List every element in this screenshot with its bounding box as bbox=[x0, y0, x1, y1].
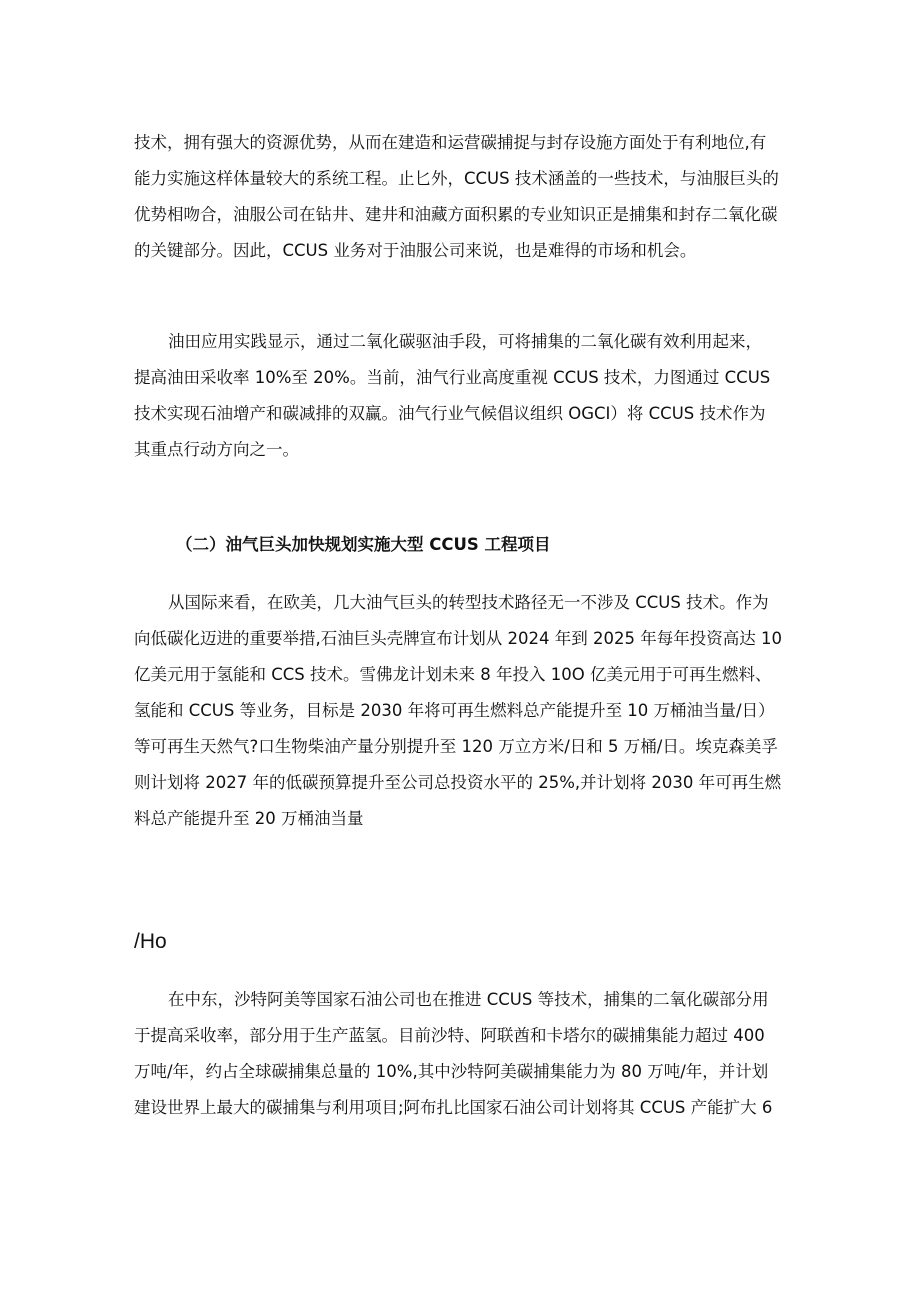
paragraph-resource-advantage bbox=[134, 125, 794, 269]
section-heading: （二）油气巨头加快规划实施大型 CCUS 工程项目 bbox=[176, 535, 551, 554]
text-line: 于提高采收率，部分用于生产蓝氢。目前沙特、阿联酋和卡塔尔的碳捕集能力超过 400 bbox=[134, 1026, 765, 1045]
text-line: 油田应用实践显示，通过二氧化碳驱油手段，可将捕集的二氧化碳有效利用起来， bbox=[168, 332, 762, 351]
text-line: 氢能和 CCUS 等业务，目标是 2030 年将可再生燃料总产能提升至 10 万桶油当量/日） bbox=[134, 701, 775, 720]
paragraph-middle-east bbox=[134, 982, 794, 1126]
text-line: 则计划将 2027 年的低碳预算提升至公司总投资水平的 25%,并计划将 2030 年可再生燃 bbox=[134, 773, 782, 792]
text-line: 优势相吻合，油服公司在钻井、建井和油藏方面积累的专业知识正是捕集和封存二氧化碳 bbox=[134, 205, 778, 224]
text-line: 亿美元用于氢能和 CCS 技术。雪佛龙计划未来 8 年投入 10O 亿美元用于可再生燃料、 bbox=[134, 665, 772, 684]
text-line: 料总产能提升至 20 万桶油当量 bbox=[134, 809, 364, 828]
text-line: 在中东，沙特阿美等国家石油公司也在推进 CCUS 等技术，捕集的二氧化碳部分用 bbox=[168, 990, 769, 1009]
text-line: 能力实施这样体量较大的系统工程。止匕外，CCUS 技术涵盖的一些技术，与油服巨头的 bbox=[134, 169, 779, 188]
text-line: 等可再生天然气?口生物柴油产量分别提升至 120 万立方米/日和 5 万桶/日。埃克森美孚 bbox=[134, 737, 778, 756]
text-line: 从国际来看，在欧美，几大油气巨头的转型技术路径无一不涉及 CCUS 技术。作为 bbox=[168, 593, 769, 612]
paragraph-international-majors bbox=[134, 585, 794, 837]
text-line: 技术实现石油增产和碳减排的双赢。油气行业气候倡议组织 OGCI）将 CCUS 技术作为 bbox=[134, 404, 766, 423]
text-line: 万吨/年，约占全球碳捕集总量的 10%,其中沙特阿美碳捕集能力为 80 万吨/年，并计划 bbox=[134, 1062, 769, 1081]
text-line: 提高油田采收率 10%至 20%。当前，油气行业高度重视 CCUS 技术，力图通过 CCUS bbox=[134, 368, 771, 387]
text-line: 的关键部分。因此，CCUS 业务对于油服公司来说，也是难得的市场和机会。 bbox=[134, 241, 697, 260]
text-line: 其重点行动方向之一。 bbox=[134, 440, 299, 459]
text-line: 建设世界上最大的碳捕集与利用项目;阿布扎比国家石油公司计划将其 CCUS 产能扩大 6 bbox=[134, 1098, 773, 1117]
paragraph-oilfield-practice bbox=[134, 324, 794, 468]
text-line: 向低碳化迈进的重要举措,石油巨头壳牌宣布计划从 2024 年到 2025 年每年投资高达 10 bbox=[134, 629, 782, 648]
text-line: 技术，拥有强大的资源优势，从而在建造和运营碳捕捉与封存设施方面处于有利地位,有 bbox=[134, 133, 767, 152]
text-fragment: /Ho bbox=[134, 930, 167, 953]
